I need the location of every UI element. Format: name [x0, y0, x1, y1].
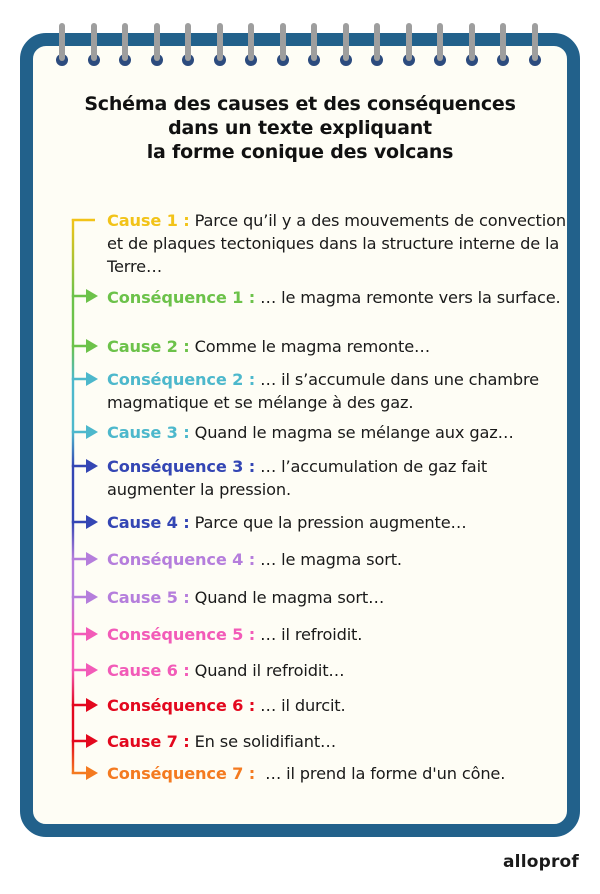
item-label: Conséquence 7 :: [107, 764, 256, 783]
item-label: Conséquence 5 :: [107, 625, 256, 644]
spiral-ring: [56, 23, 68, 69]
ring-wire-icon: [280, 23, 286, 61]
spiral-ring: [245, 23, 257, 69]
item-label: Cause 4 :: [107, 513, 190, 532]
cause-item: [107, 730, 567, 753]
item-label: Cause 7 :: [107, 732, 190, 751]
item-text: … le magma sort.: [255, 550, 402, 569]
spiral-ring: [119, 23, 131, 69]
spiral-ring: [151, 23, 163, 69]
cause-item: [107, 659, 567, 682]
spiral-ring: [308, 23, 320, 69]
item-label: Conséquence 3 :: [107, 457, 256, 476]
spiral-ring: [182, 23, 194, 69]
ring-wire-icon: [406, 23, 412, 61]
spiral-ring: [529, 23, 541, 69]
cause-item: [107, 421, 567, 444]
ring-wire-icon: [500, 23, 506, 61]
item-label: Conséquence 6 :: [107, 696, 256, 715]
spiral-ring: [403, 23, 415, 69]
ring-wire-icon: [437, 23, 443, 61]
ring-wire-icon: [532, 23, 538, 61]
ring-wire-icon: [217, 23, 223, 61]
ring-wire-icon: [154, 23, 160, 61]
ring-wire-icon: [59, 23, 65, 61]
title-line-1: Schéma des causes et des conséquences: [84, 93, 516, 115]
spiral-ring: [466, 23, 478, 69]
title-line-3: la forme conique des volcans: [146, 141, 454, 163]
item-text: Quand il refroidit…: [189, 661, 345, 680]
item-text: … l’accumulation de gaz fait augmenter la pression.: [107, 457, 493, 499]
consequence-item: [107, 548, 567, 571]
item-label: Conséquence 1 :: [107, 288, 256, 307]
ring-wire-icon: [311, 23, 317, 61]
item-text: Quand le magma sort…: [189, 588, 385, 607]
item-label: Cause 3 :: [107, 423, 190, 442]
diagram-title: [33, 92, 567, 164]
consequence-item: [107, 762, 567, 785]
spiral-ring: [277, 23, 289, 69]
cause-item: [107, 335, 567, 358]
ring-wire-icon: [343, 23, 349, 61]
cause-item: [107, 209, 571, 278]
item-text: En se solidifiant…: [189, 732, 337, 751]
spiral-ring: [340, 23, 352, 69]
spiral-ring: [214, 23, 226, 69]
spiral-binding: [0, 0, 600, 80]
item-text: Parce que la pression augmente…: [189, 513, 467, 532]
ring-wire-icon: [469, 23, 475, 61]
item-text: … il s’accumule dans une chambre magmatique et se mélange à des gaz.: [107, 370, 544, 412]
ring-wire-icon: [248, 23, 254, 61]
item-text: Parce qu’il y a des mouvements de convection et de plaques tectoniques dans la structure interne de la Terre…: [107, 211, 571, 276]
spiral-ring: [371, 23, 383, 69]
item-label: Cause 1 :: [107, 211, 190, 230]
cause-item: [107, 511, 567, 534]
item-text: … il durcit.: [255, 696, 346, 715]
item-label: Cause 6 :: [107, 661, 190, 680]
item-text: … il prend la forme d'un cône.: [255, 764, 506, 783]
item-text: Quand le magma se mélange aux gaz…: [189, 423, 514, 442]
ring-wire-icon: [185, 23, 191, 61]
spiral-ring: [88, 23, 100, 69]
consequence-item: [107, 368, 567, 414]
ring-wire-icon: [374, 23, 380, 61]
consequence-item: [107, 286, 567, 309]
ring-wire-icon: [91, 23, 97, 61]
spiral-ring: [497, 23, 509, 69]
consequence-item: [107, 694, 567, 717]
consequence-item: [107, 623, 567, 646]
spiral-ring: [434, 23, 446, 69]
item-label: Conséquence 2 :: [107, 370, 256, 389]
item-label: Cause 2 :: [107, 337, 190, 356]
item-text: … le magma remonte vers la surface.: [255, 288, 561, 307]
title-line-2: dans un texte expliquant: [168, 117, 432, 139]
cause-item: [107, 586, 567, 609]
alloprof-logo: alloprof: [503, 852, 580, 872]
ring-wire-icon: [122, 23, 128, 61]
consequence-item: [107, 455, 567, 501]
item-text: … il refroidit.: [255, 625, 363, 644]
item-label: Conséquence 4 :: [107, 550, 256, 569]
item-text: Comme le magma remonte…: [189, 337, 431, 356]
item-label: Cause 5 :: [107, 588, 190, 607]
